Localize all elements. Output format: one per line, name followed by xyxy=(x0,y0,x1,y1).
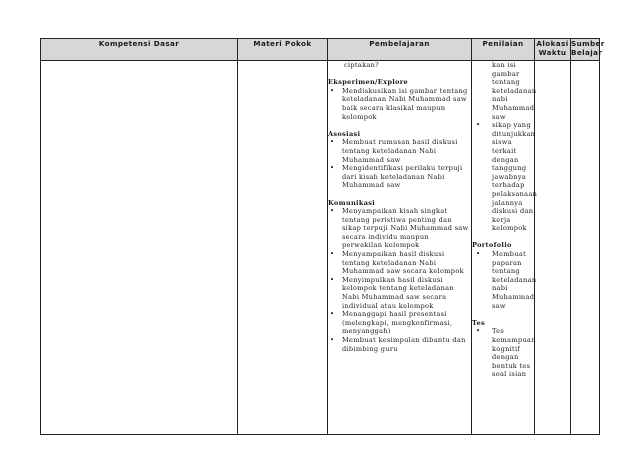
cell-kompetensi-dasar xyxy=(41,61,238,435)
cell-materi-pokok xyxy=(238,61,328,435)
header-alokasi-waktu: Alokasi Waktu xyxy=(535,39,571,61)
komunikasi-list xyxy=(328,207,471,353)
cell-penilaian xyxy=(472,61,538,435)
pembelajaran-continued-text: ciptakan? xyxy=(344,61,380,69)
list-item: • Membuat kesimpulan dibantu dan dibimbing guru xyxy=(328,336,471,353)
list-item: • Mengidentifikasi perilaku terpuji dari kisah keteladanan Nabi Muhammad saw xyxy=(328,164,471,190)
portofolio-heading: Portofolio xyxy=(472,241,512,250)
list-item: • Mendiskusikan isi gambar tentang keteladanan Nabi Muhammad saw baik secara klasikal maupun kelompok xyxy=(328,87,471,121)
asosiasi-list xyxy=(328,138,471,190)
eksperimen-heading: Eksperimen/Explore xyxy=(328,78,409,87)
penilaian-continued-text: kan isi gambar tentang keteladanan nabi Muhammad saw xyxy=(492,61,537,121)
list-item: • sikap yang ditunjukkan siswa terkait dengan tanggung jawabnya terhadap pelaksanaan jalannya diskusi dan kerja kelompok xyxy=(472,121,534,233)
table-row xyxy=(41,61,600,435)
header-kompetensi-dasar: Kompetensi Dasar xyxy=(41,39,238,61)
cell-alokasi-waktu xyxy=(535,61,571,435)
list-item: • Menanggapi hasil presentasi (melengkapi, mengkonfirmasi, menyanggah) xyxy=(328,310,471,336)
header-pembelajaran: Pembelajaran xyxy=(328,39,472,61)
list-item: • Tes kemampuan kognitif dengan bentuk tes soal isian xyxy=(472,327,534,379)
header-penilaian: Penilaian xyxy=(472,39,535,61)
header-materi-pokok: Materi Pokok xyxy=(238,39,328,61)
cell-sumber-belajar xyxy=(571,61,600,435)
list-item: • Menyampaikan kisah singkat tentang peristiwa penting dan sikap terpuji Nabi Muhammad saw secara individu maupun perwakilan kelompok xyxy=(328,207,471,250)
table-header-row xyxy=(41,39,600,61)
tes-heading: Tes xyxy=(472,318,485,327)
eksperimen-list xyxy=(328,87,471,121)
list-item: • Membuat paparan tentang keteladanan nabi Muhammad saw xyxy=(472,250,534,310)
cell-pembelajaran xyxy=(328,61,472,435)
tes-list xyxy=(472,327,534,379)
penilaian-list xyxy=(472,121,538,233)
header-sumber-belajar: Sumber Belajar xyxy=(571,39,600,61)
syllabus-table xyxy=(40,38,605,435)
list-item: • Menyimpulkan hasil diskusi kelompok tentang keteladanan Nabi Muhammad saw secara individual atau kelompok xyxy=(328,276,471,310)
list-item: • Menyampaikan hasil diskusi tentang keteladanan Nabi Muhammad saw secara kelompok xyxy=(328,250,471,276)
komunikasi-heading: Komunikasi xyxy=(328,198,376,207)
asosiasi-heading: Asosiasi xyxy=(328,129,361,138)
list-item: • Membuat rumusan hasil diskusi tentang keteladanan Nabi Muhammad saw xyxy=(328,138,471,164)
portofolio-list xyxy=(472,250,537,310)
